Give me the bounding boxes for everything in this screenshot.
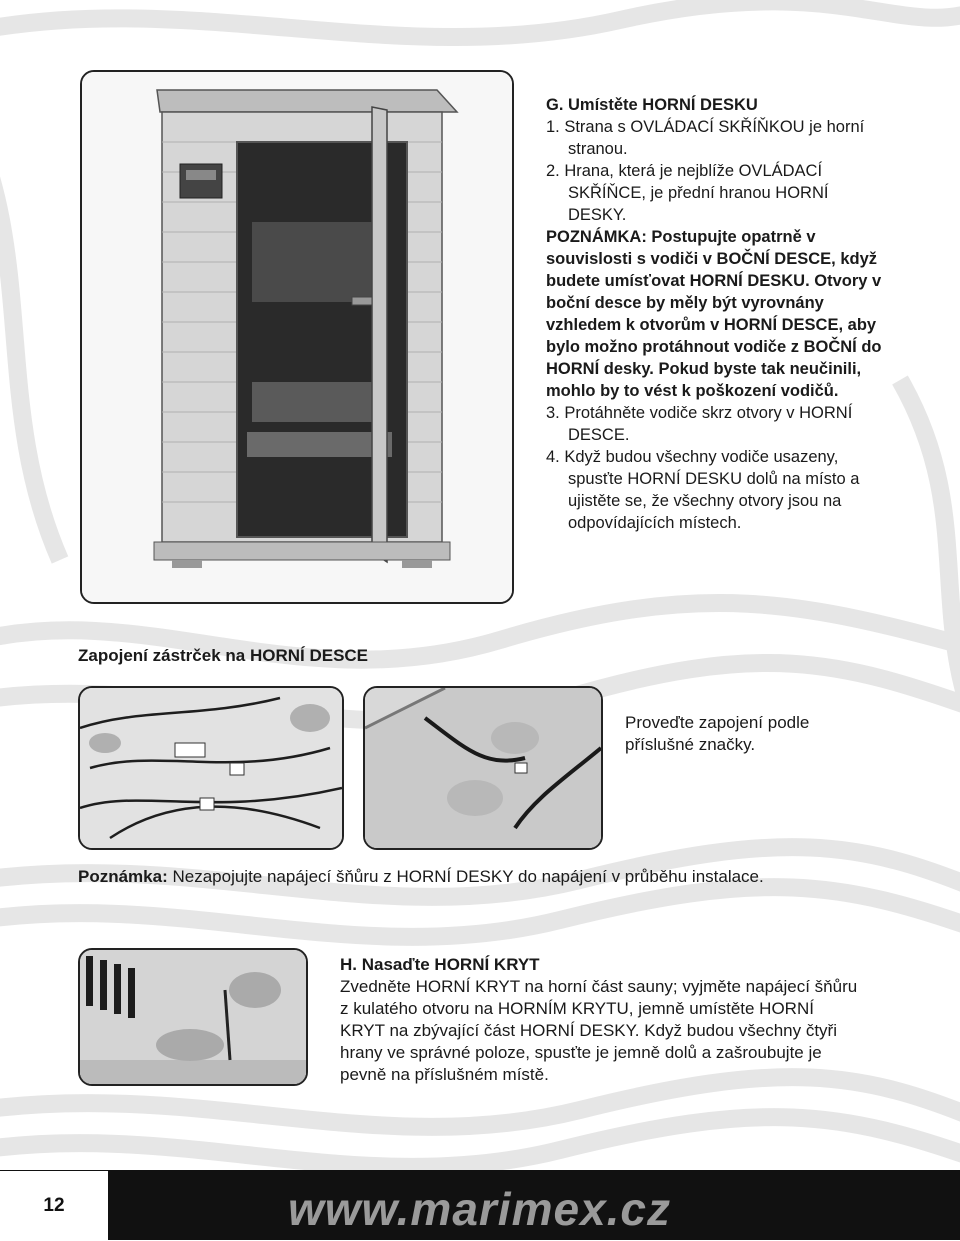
page-footer [0, 1170, 960, 1240]
section-g-instructions [546, 94, 886, 534]
sauna-photo [80, 70, 514, 604]
connectors-title: Zapojení zástrček na HORNÍ DESCE [78, 646, 369, 665]
section-h-title: H. Nasaďte HORNÍ KRYT [340, 955, 540, 974]
section-g-step-4: 4. Když budou všechny vodiče usazeny, spusťte HORNÍ DESKU dolů na místo a ujistěte se, že všechny otvory jsou na odpovídajících místech. [546, 448, 860, 532]
notice-text: Nezapojujte napájecí šňůru z HORNÍ DESKY do napájení v průběhu instalace. [167, 867, 764, 886]
section-g-step-1: 1. Strana s OVLÁDACÍ SKŘÍŇKOU je horní stranou. [546, 118, 865, 158]
section-g-step-2: 2. Hrana, která je nejblíže OVLÁDACÍ SKŘÍŇCE, je přední hranou HORNÍ DESKY. [546, 162, 829, 224]
wiring-illustration-1 [80, 688, 342, 848]
page-number: 12 [0, 1170, 108, 1241]
section-g-title: G. Umístěte HORNÍ DESKU [546, 96, 758, 114]
wiring-photo-2 [363, 686, 603, 850]
wiring-illustration-2 [365, 688, 601, 848]
section-g-step-3: 3. Protáhněte vodiče skrz otvory v HORNÍ DESCE. [546, 404, 853, 444]
top-cover-illustration [80, 950, 306, 1084]
sauna-illustration [82, 72, 512, 602]
installation-notice [78, 866, 898, 888]
website-link[interactable]: www.marimex.cz [288, 1183, 672, 1235]
section-h-instructions [340, 954, 860, 1086]
connectors-caption: Proveďte zapojení podle příslušné značky. [625, 713, 810, 754]
top-cover-photo [78, 948, 308, 1086]
section-g-note: POZNÁMKA: Postupujte opatrně v souvislosti s vodiči v BOČNÍ DESCE, když budete umísťovat HORNÍ DESKU. Otvory v boční desce by měly být vyrovnány vzhledem k otvorům v HORNÍ DESCE, aby bylo možno protáhnout vodiče z BOČNÍ do HORNÍ desky. Pokud byste tak neučinili, mohlo by to vést k poškození vodičů. [546, 228, 882, 400]
wiring-photo-1 [78, 686, 344, 850]
notice-label: Poznámka: [78, 867, 168, 886]
section-h-text: Zvedněte HORNÍ KRYT na horní část sauny; vyjměte napájecí šňůru z kulatého otvoru na HORNÍM KRYTU, jemně umístěte HORNÍ KRYT na zbývající část HORNÍ DESKY. Když budou všechny čtyři hrany ve správné poloze, spusťte je jemně dolů a zašroubujte je pevně na příslušném místě. [340, 977, 858, 1084]
